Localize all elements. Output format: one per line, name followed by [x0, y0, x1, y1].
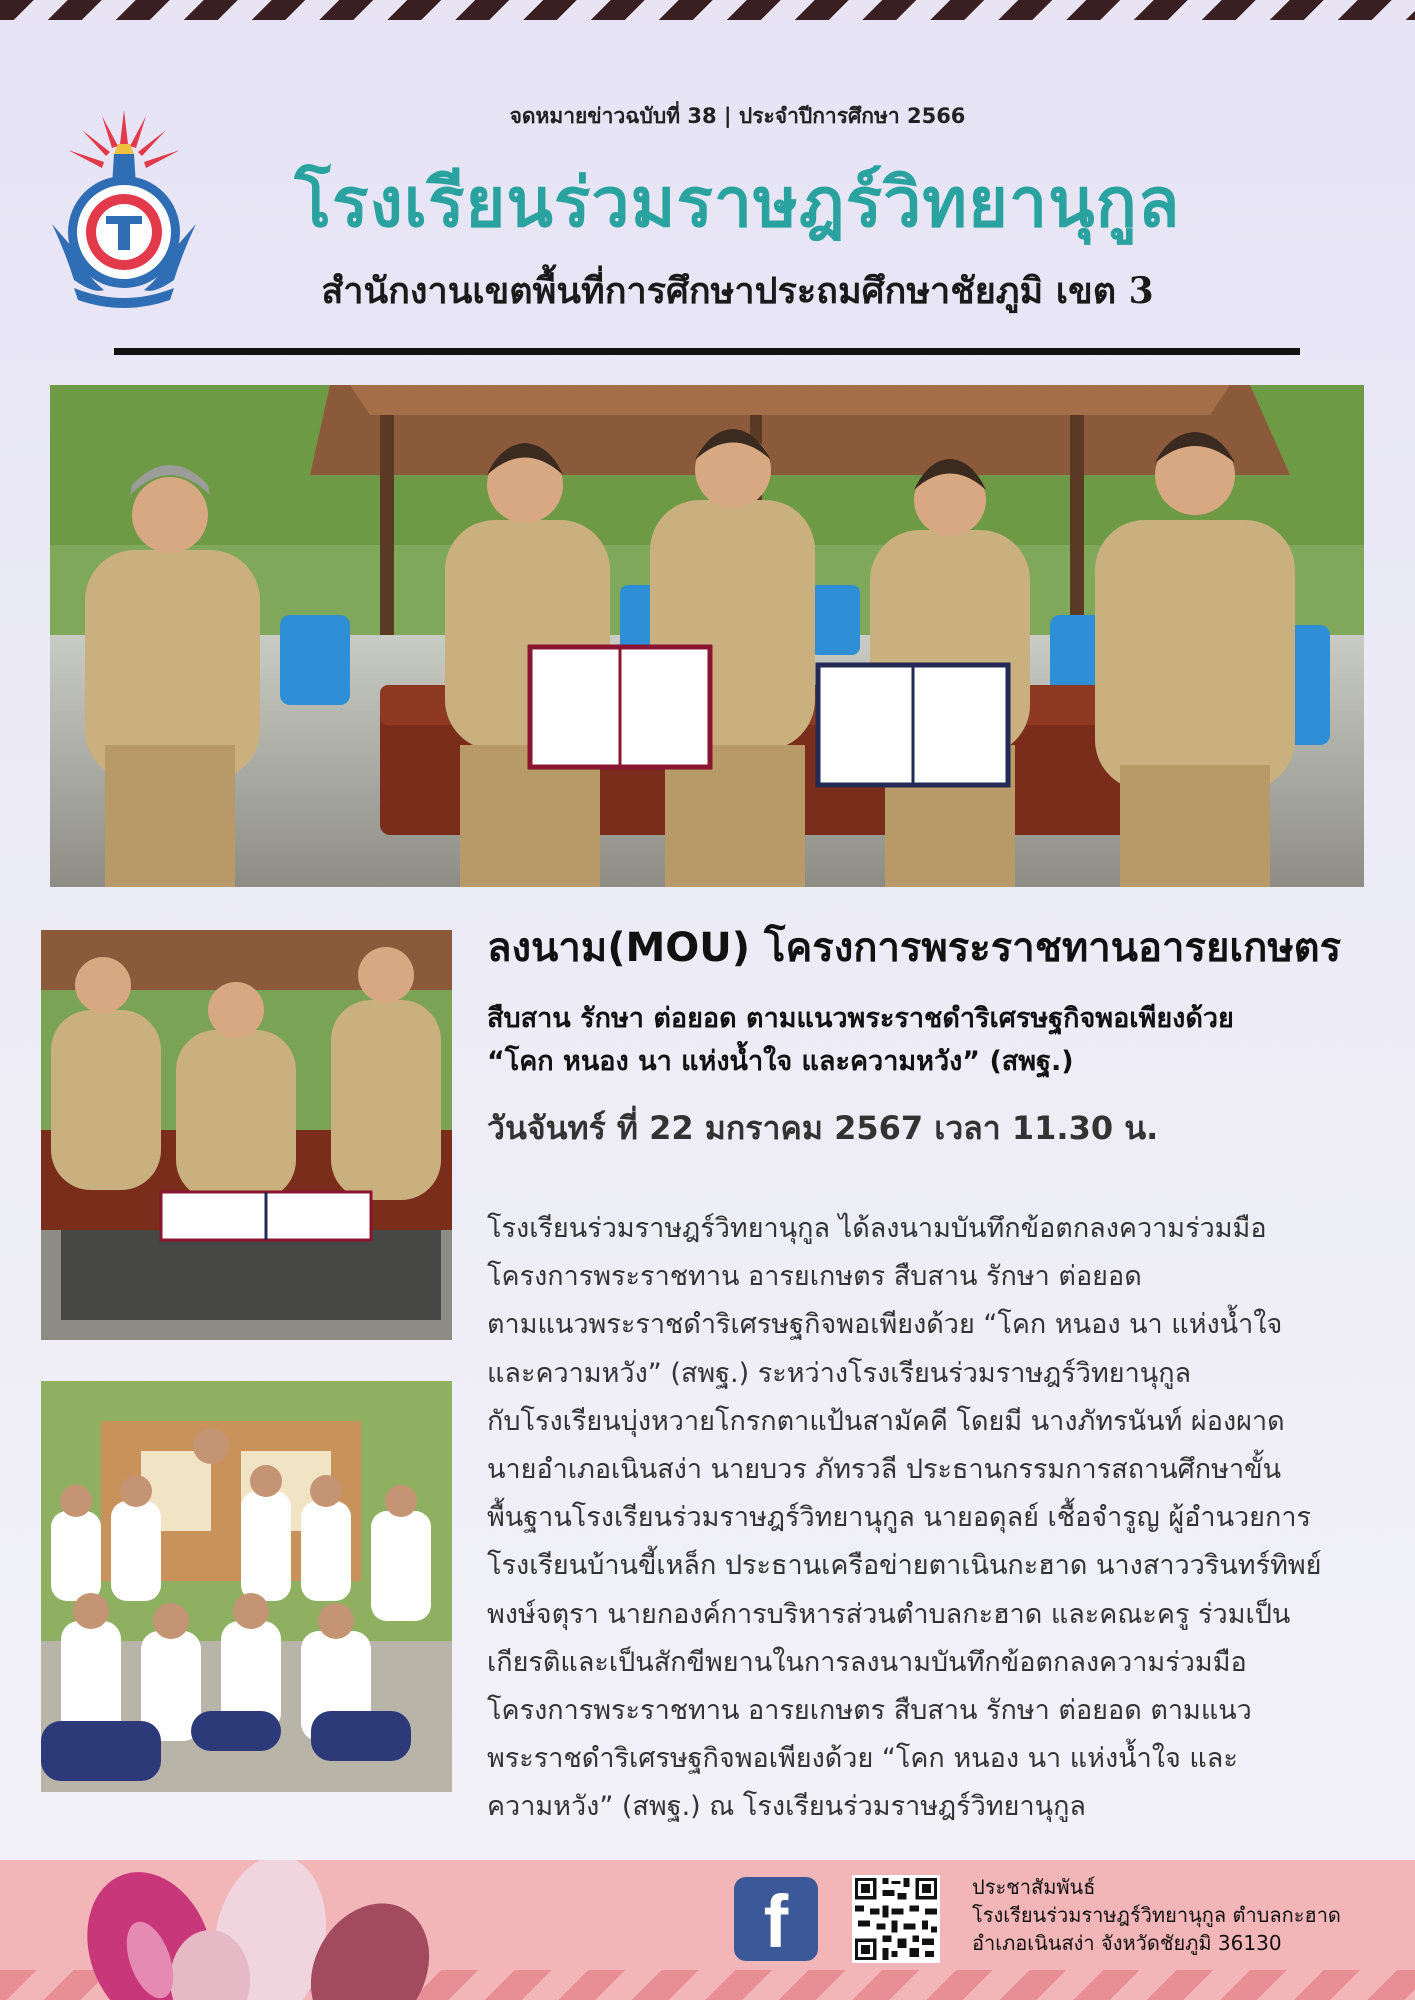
body-line: ความหวัง” (สพฐ.) ณ โรงเรียนร่วมราษฎร์วิทยานุกูล	[487, 1791, 1086, 1823]
contact-line: อำเภอเนินสง่า จังหวัดชัยภูมิ 36130	[972, 1931, 1282, 1955]
photo-signing-documents	[41, 930, 452, 1340]
header-divider	[114, 348, 1300, 355]
body-line: กับโรงเรียนบุ่งหวายโกรกตาแป้นสามัคคี โดยมี นางภัทรนันท์ ผ่องผาด	[487, 1405, 1285, 1437]
hero-photo-mou-signing	[50, 385, 1364, 887]
contact-line: ประชาสัมพันธ์	[972, 1875, 1096, 1899]
body-line: โครงการพระราชทาน อารยเกษตร สืบสาน รักษา ต่อยอด	[487, 1261, 1142, 1293]
facebook-icon[interactable]: f	[734, 1877, 818, 1961]
photo-students-group	[41, 1381, 452, 1792]
newsletter-issue-line: จดหมายข่าวฉบับที่ 38 | ประจำปีการศึกษา 2566	[509, 104, 966, 128]
article-body	[487, 1205, 1392, 1832]
qr-code-icon[interactable]	[852, 1875, 940, 1963]
body-line: โรงเรียนบ้านขี้เหล็ก ประธานเครือข่ายตาเนินกะฮาด นางสาววรินทร์ทิพย์	[487, 1550, 1322, 1582]
contact-line: โรงเรียนร่วมราษฎร์วิทยานุกูล ตำบลกะฮาด	[972, 1903, 1341, 1927]
article-subtitle-line: สืบสาน รักษา ต่อยอด ตามแนวพระราชดำริเศรษฐกิจพอเพียงด้วย	[487, 1003, 1234, 1034]
body-line: และความหวัง” (สพฐ.) ระหว่างโรงเรียนร่วมราษฎร์วิทยานุกูล	[487, 1357, 1192, 1389]
article-title: ลงนาม(MOU) โครงการพระราชทานอารยเกษตร	[487, 925, 1342, 971]
top-stripe-border	[0, 0, 1415, 20]
article-date: วันจันทร์ ที่ 22 มกราคม 2567 เวลา 11.30 น.	[487, 1109, 1159, 1147]
contact-info	[972, 1873, 1402, 1957]
body-line: เกียรติและเป็นสักขีพยานในการลงนามบันทึกข้อตกลงความร่วมมือ	[487, 1646, 1247, 1678]
article-subtitle	[487, 997, 1387, 1083]
article-subtitle-line: “โคก หนอง นา แห่งน้ำใจ และความหวัง” (สพฐ.)	[487, 1046, 1074, 1077]
body-line: พื้นฐานโรงเรียนร่วมราษฎร์วิทยานุกูล นายอดุลย์ เชื้อจำรูญ ผู้อำนวยการ	[487, 1502, 1312, 1534]
body-line: นายอำเภอเนินสง่า นายบวร ภัทรวลี ประธานกรรมการสถานศึกษาขั้น	[487, 1454, 1282, 1486]
body-line: พระราชดำริเศรษฐกิจพอเพียงด้วย “โคก หนอง นา แห่งน้ำใจ และ	[487, 1743, 1238, 1775]
body-line: ตามแนวพระราชดำริเศรษฐกิจพอเพียงด้วย “โคก หนอง นา แห่งน้ำใจ	[487, 1309, 1283, 1341]
education-office-name: สำนักงานเขตพื้นที่การศึกษาประถมศึกษาชัยภูมิ เขต 3	[321, 270, 1154, 312]
flower-decoration	[40, 1860, 500, 2000]
body-line: โรงเรียนร่วมราษฎร์วิทยานุกูล ได้ลงนามบันทึกข้อตกลงความร่วมมือ	[487, 1213, 1267, 1244]
school-name-heading: โรงเรียนร่วมราษฎร์วิทยานุกูล	[294, 164, 1181, 243]
body-line: โครงการพระราชทาน อารยเกษตร สืบสาน รักษา ต่อยอด ตามแนว	[487, 1695, 1252, 1727]
body-line: พงษ์จตุรา นายกองค์การบริหารส่วนตำบลกะฮาด และคณะครู ร่วมเป็น	[487, 1598, 1291, 1630]
